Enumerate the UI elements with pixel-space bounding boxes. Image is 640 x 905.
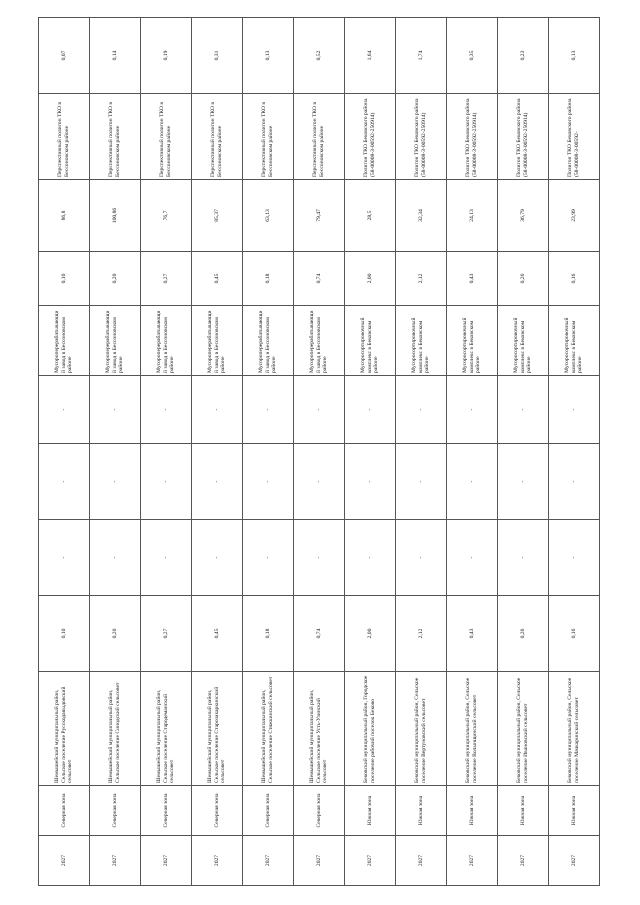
cell-municipality: Бековский муниципальный район, Городское поселение рабочий поселок Беково [345,672,396,786]
cell-v2: 0,27 [141,252,192,306]
cell-v3: 0,31 [192,18,243,94]
cell-v1: 2,00 [345,596,396,672]
cell-v1: 0,16 [549,596,600,672]
cell-d1: - [90,520,141,596]
table-row [141,18,192,886]
cell-zone: Северная зона [192,786,243,836]
cell-landfill: Перспективный полигон ТКО в Бессоновском районе [39,94,90,180]
cell-landfill: Полигон ТКО Бековского района (58-00008-З-00592-250914) [447,94,498,180]
cell-d2: - [90,444,141,520]
cell-v2: 2,12 [396,252,447,306]
cell-zone: Северная зона [90,786,141,836]
cell-v3: 0,35 [447,18,498,94]
cell-municipality: Шемышейский муниципальный район, Сельское поселение Стародеманский сельсовет [141,672,192,786]
cell-zone: Южная зона [549,786,600,836]
cell-landfill: Полигон ТКО Бековского района (58-00008-З-00592-250914) [498,94,549,180]
cell-d2: - [447,444,498,520]
cell-municipality: Бековский муниципальный район, Сельское поселение Мачкаринский сельсовет [549,672,600,786]
cell-d3: - [294,376,345,444]
cell-d1: - [294,520,345,596]
document-page [38,18,600,886]
table-row [396,18,447,886]
cell-d1: - [549,520,600,596]
rotated-table-wrapper [38,18,600,886]
cell-v3: 0,13 [549,18,600,94]
cell-v2: 0,20 [90,252,141,306]
cell-year: 2027 [345,836,396,886]
cell-facility: Мусороперерабатывающий завод в Бессоновском районе [141,306,192,376]
cell-v2: 2,00 [345,252,396,306]
cell-d3: - [498,376,549,444]
cell-v2: 0,26 [498,252,549,306]
cell-year: 2027 [396,836,447,886]
cell-v1: 0,43 [447,596,498,672]
table-row [90,18,141,886]
waste-flow-table [38,17,600,886]
cell-v1: 0,10 [39,596,90,672]
cell-d2: - [141,444,192,520]
cell-dist: 36,79 [498,180,549,252]
cell-zone: Северная зона [141,786,192,836]
cell-dist: 85,37 [192,180,243,252]
cell-v3: 0,13 [243,18,294,94]
cell-d1: - [498,520,549,596]
cell-d1: - [192,520,243,596]
cell-d2: - [39,444,90,520]
cell-facility: Мусороперерабатывающий завод в Бессоновском районе [243,306,294,376]
cell-d1: - [396,520,447,596]
cell-zone: Северная зона [243,786,294,836]
cell-v3: 1,64 [345,18,396,94]
cell-dist: 63,13 [243,180,294,252]
cell-d1: - [447,520,498,596]
cell-d2: - [243,444,294,520]
cell-landfill: Перспективный полигон ТКО в Бессоновском районе [90,94,141,180]
cell-year: 2027 [141,836,192,886]
cell-v3: 0,07 [39,18,90,94]
cell-v2: 0,16 [549,252,600,306]
cell-v2: 0,45 [192,252,243,306]
cell-facility: Мусороперерабатывающий завод в Бессоновском районе [192,306,243,376]
cell-v1: 0,18 [243,596,294,672]
cell-landfill: Полигон ТКО Бековского района (58-00008-З-00592- [549,94,600,180]
cell-v2: 0,43 [447,252,498,306]
cell-d3: - [345,376,396,444]
cell-dist: 100,86 [90,180,141,252]
cell-v1: 0,45 [192,596,243,672]
cell-v3: 0,23 [498,18,549,94]
table-body [39,18,600,886]
cell-municipality: Шемышейский муниципальный район, Сельское поселение Синодский сельсовет [90,672,141,786]
cell-landfill: Полигон ТКО Бековского района (58-00008-З-00592-250914) [396,94,447,180]
cell-year: 2027 [498,836,549,886]
cell-d3: - [243,376,294,444]
cell-d1: - [345,520,396,596]
cell-d3: - [549,376,600,444]
cell-d3: - [39,376,90,444]
cell-zone: Северная зона [39,786,90,836]
cell-facility: Мусороперерабатывающий завод в Бессоновском районе [294,306,345,376]
cell-zone: Южная зона [396,786,447,836]
cell-facility: Мусороперерабатывающий завод в Бессоновском районе [90,306,141,376]
cell-v1: 0,20 [90,596,141,672]
table-row [192,18,243,886]
cell-municipality: Бековский муниципальный район, Сельское поселение Ивановский сельсовет [498,672,549,786]
cell-landfill: Перспективный полигон ТКО в Бессоновском районе [294,94,345,180]
cell-dist: 24,13 [447,180,498,252]
cell-year: 2027 [549,836,600,886]
cell-zone: Северная зона [294,786,345,836]
table-row [39,18,90,886]
cell-municipality: Бековский муниципальный район, Сельское поселение Волынщинский сельсовет [447,672,498,786]
cell-dist: 86,8 [39,180,90,252]
cell-facility: Мусоросортировочный комплекс в Бековском районе [345,306,396,376]
cell-v3: 0,52 [294,18,345,94]
cell-v1: 0,74 [294,596,345,672]
cell-landfill: Перспективный полигон ТКО в Бессоновском районе [243,94,294,180]
cell-d3: - [90,376,141,444]
cell-d2: - [549,444,600,520]
cell-d3: - [396,376,447,444]
cell-v3: 0,14 [90,18,141,94]
cell-v1: 2,12 [396,596,447,672]
cell-dist: 23,99 [549,180,600,252]
table-row [498,18,549,886]
cell-v2: 0,10 [39,252,90,306]
cell-d3: - [192,376,243,444]
table-row [549,18,600,886]
cell-v3: 0,19 [141,18,192,94]
cell-municipality: Бековский муниципальный район, Сельское поселение Вертуновский сельсовет [396,672,447,786]
cell-year: 2027 [90,836,141,886]
table-row [345,18,396,886]
cell-d1: - [39,520,90,596]
table-row [447,18,498,886]
cell-zone: Южная зона [345,786,396,836]
cell-landfill: Перспективный полигон ТКО в Бессоновском районе [192,94,243,180]
cell-dist: 28,5 [345,180,396,252]
cell-facility: Мусоросортировочный комплекс в Бековском районе [498,306,549,376]
table-row [294,18,345,886]
cell-municipality: Шемышейский муниципальный район, Сельское поселение Русскодавыдовский сельсовет [39,672,90,786]
cell-year: 2027 [447,836,498,886]
cell-d2: - [498,444,549,520]
cell-zone: Южная зона [447,786,498,836]
cell-d2: - [192,444,243,520]
cell-d1: - [243,520,294,596]
cell-d2: - [294,444,345,520]
cell-facility: Мусоросортировочный комплекс в Бековском районе [396,306,447,376]
cell-zone: Южная зона [498,786,549,836]
cell-d2: - [345,444,396,520]
cell-facility: Мусороперерабатывающий завод в Бессоновском районе [39,306,90,376]
cell-year: 2027 [294,836,345,886]
cell-municipality: Шемышейский муниципальный район, Сельское поселение Старозахаркинский сельсовет [192,672,243,786]
cell-municipality: Шемышейский муниципальный район, Сельское поселение Стяжкинский сельсовет [243,672,294,786]
cell-year: 2027 [243,836,294,886]
cell-landfill: Полигон ТКО Бековского района (58-00008-З-00592-250914) [345,94,396,180]
cell-dist: 32,34 [396,180,447,252]
cell-facility: Мусоросортировочный комплекс в Бековском районе [447,306,498,376]
cell-dist: 76,7 [141,180,192,252]
cell-municipality: Шемышейский муниципальный район, Сельское поселение Усть-Узинский сельсовет [294,672,345,786]
cell-d3: - [141,376,192,444]
table-row [243,18,294,886]
cell-d1: - [141,520,192,596]
cell-v2: 0,18 [243,252,294,306]
cell-year: 2027 [192,836,243,886]
cell-d2: - [396,444,447,520]
cell-facility: Мусоросортировочный комплекс в Бековском районе [549,306,600,376]
cell-v1: 0,27 [141,596,192,672]
cell-d3: - [447,376,498,444]
cell-v3: 1,74 [396,18,447,94]
cell-v1: 0,26 [498,596,549,672]
cell-v2: 0,74 [294,252,345,306]
cell-landfill: Перспективный полигон ТКО в Бессоновском районе [141,94,192,180]
cell-year: 2027 [39,836,90,886]
cell-dist: 79,47 [294,180,345,252]
